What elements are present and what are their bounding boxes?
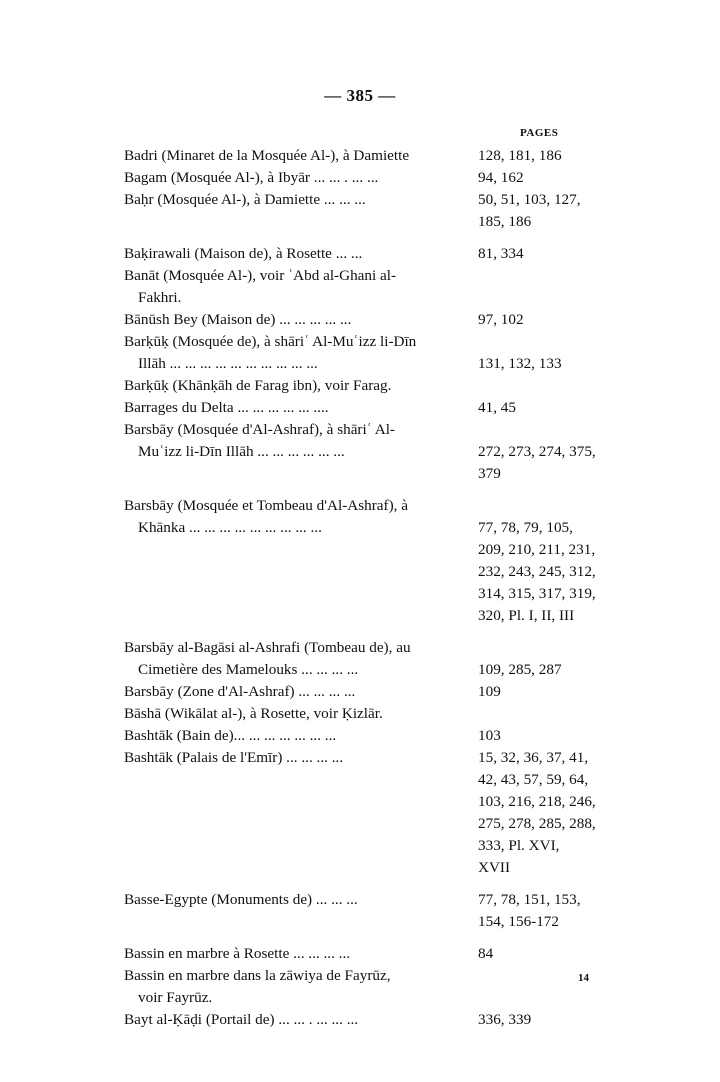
index-term bbox=[124, 331, 474, 375]
reference-line: XVII bbox=[478, 859, 511, 876]
term-line: Bāshā (Wikālat al-), à Rosette, voir Ḳizlār. bbox=[124, 705, 383, 722]
index-term bbox=[124, 495, 474, 627]
index-term bbox=[124, 1009, 474, 1031]
reference-line: 97, 102 bbox=[478, 311, 524, 328]
reference-line: 320, Pl. I, II, III bbox=[478, 607, 575, 624]
index-list bbox=[124, 145, 624, 1031]
reference-line: 275, 278, 285, 288, bbox=[478, 815, 596, 832]
term-line: Muʿizz li-Dīn Illāh ... ... ... ... ... ... bbox=[138, 443, 345, 460]
term-line: Bashtāk (Palais de l'Emīr) ... ... ... ... bbox=[124, 749, 344, 766]
term-line: Barḳūḳ (Khānḳāh de Farag ibn), voir Farag. bbox=[124, 377, 392, 394]
index-term bbox=[124, 943, 474, 965]
reference-line: 94, 162 bbox=[478, 169, 524, 186]
reference-line: 232, 243, 245, 312, bbox=[478, 563, 596, 580]
page-references bbox=[474, 747, 624, 879]
reference-line: 185, 186 bbox=[478, 213, 532, 230]
index-entry bbox=[124, 681, 624, 703]
term-line: Khānka ... ... ... ... ... ... ... ... ... bbox=[138, 519, 322, 536]
term-line: Basse-Egypte (Monuments de) ... ... ... bbox=[124, 891, 358, 908]
pages-column-header: PAGES bbox=[520, 127, 559, 139]
term-line: Banāt (Mosquée Al-), voir ʿAbd al-Ghani al- bbox=[124, 267, 397, 284]
index-entry bbox=[124, 703, 624, 725]
index-entry bbox=[124, 145, 624, 167]
page-references bbox=[474, 637, 624, 681]
term-line: Barsbāy (Zone d'Al-Ashraf) ... ... ... ... bbox=[124, 683, 356, 700]
index-entry bbox=[124, 375, 624, 397]
index-entry bbox=[124, 265, 624, 309]
page-references bbox=[474, 375, 624, 397]
page-references bbox=[474, 243, 624, 265]
index-entry bbox=[124, 965, 624, 1009]
reference-line: 103 bbox=[478, 727, 501, 744]
term-line: Baḳirawali (Maison de), à Rosette ... ... bbox=[124, 245, 363, 262]
page-references bbox=[474, 331, 624, 375]
index-term bbox=[124, 375, 474, 397]
page-references bbox=[474, 725, 624, 747]
page-references bbox=[474, 495, 624, 627]
page-references bbox=[474, 943, 624, 965]
reference-line: 154, 156-172 bbox=[478, 913, 559, 930]
index-entry bbox=[124, 889, 624, 933]
index-entry bbox=[124, 637, 624, 681]
index-entry bbox=[124, 725, 624, 747]
page-references bbox=[474, 419, 624, 485]
signature-mark: 14 bbox=[578, 972, 589, 984]
index-term bbox=[124, 889, 474, 933]
term-line: Barsbāy (Mosquée d'Al-Ashraf), à shāriʿ Al- bbox=[124, 421, 395, 438]
reference-line bbox=[478, 331, 624, 353]
page-references bbox=[474, 1009, 624, 1031]
reference-line: 333, Pl. XVI, bbox=[478, 837, 560, 854]
page-references bbox=[474, 145, 624, 167]
index-entry bbox=[124, 419, 624, 485]
index-entry bbox=[124, 243, 624, 265]
index-entry bbox=[124, 309, 624, 331]
term-line: voir Fayrūz. bbox=[138, 989, 213, 1006]
reference-line: 103, 216, 218, 246, bbox=[478, 793, 596, 810]
term-line: Baḥr (Mosquée Al-), à Damiette ... ... ... bbox=[124, 191, 366, 208]
page-number: — 385 — bbox=[324, 86, 396, 105]
reference-line: 109 bbox=[478, 683, 501, 700]
index-term bbox=[124, 747, 474, 879]
reference-line: 128, 181, 186 bbox=[478, 147, 562, 164]
index-entry bbox=[124, 1009, 624, 1031]
reference-line bbox=[478, 419, 624, 441]
index-entry bbox=[124, 189, 624, 233]
index-entry bbox=[124, 943, 624, 965]
index-term bbox=[124, 681, 474, 703]
index-term bbox=[124, 243, 474, 265]
term-line: Badri (Minaret de la Mosquée Al-), à Damiette bbox=[124, 147, 410, 164]
index-entry bbox=[124, 167, 624, 189]
page-references bbox=[474, 681, 624, 703]
index-term bbox=[124, 725, 474, 747]
page-references bbox=[474, 309, 624, 331]
index-term bbox=[124, 189, 474, 233]
reference-line: 81, 334 bbox=[478, 245, 524, 262]
index-entry bbox=[124, 495, 624, 627]
page-references bbox=[474, 965, 624, 1009]
index-term bbox=[124, 703, 474, 725]
reference-line: 84 bbox=[478, 945, 494, 962]
page-references bbox=[474, 189, 624, 233]
term-line: Bagam (Mosquée Al-), à Ibyār ... ... . ... ... bbox=[124, 169, 379, 186]
index-term bbox=[124, 309, 474, 331]
reference-line: 15, 32, 36, 37, 41, bbox=[478, 749, 589, 766]
page-references bbox=[474, 889, 624, 933]
page-references bbox=[474, 265, 624, 309]
reference-line: 77, 78, 79, 105, bbox=[478, 519, 573, 536]
index-term bbox=[124, 637, 474, 681]
index-entry bbox=[124, 747, 624, 879]
term-line: Bānūsh Bey (Maison de) ... ... ... ... ... bbox=[124, 311, 352, 328]
page-references bbox=[474, 167, 624, 189]
index-entry bbox=[124, 331, 624, 375]
term-line: Bassin en marbre à Rosette ... ... ... ... bbox=[124, 945, 351, 962]
index-entry bbox=[124, 397, 624, 419]
reference-line: 50, 51, 103, 127, bbox=[478, 191, 581, 208]
reference-line: 42, 43, 57, 59, 64, bbox=[478, 771, 589, 788]
reference-line: 336, 339 bbox=[478, 1011, 532, 1028]
index-term bbox=[124, 965, 474, 1009]
index-term bbox=[124, 167, 474, 189]
page-references bbox=[474, 397, 624, 419]
reference-line: 272, 273, 274, 375, bbox=[478, 443, 596, 460]
term-line: Cimetière des Mamelouks ... ... ... ... bbox=[138, 661, 359, 678]
term-line: Bassin en marbre dans la zāwiya de Fayrūz, bbox=[124, 967, 391, 984]
term-line: Bayt al-Ḳāḍi (Portail de) ... ... . ... ... ... bbox=[124, 1011, 359, 1028]
reference-line: 77, 78, 151, 153, bbox=[478, 891, 581, 908]
reference-line: 109, 285, 287 bbox=[478, 661, 562, 678]
term-line: Bashtāk (Bain de)... ... ... ... ... ... ... bbox=[124, 727, 337, 744]
index-term bbox=[124, 145, 474, 167]
term-line: Barḳūḳ (Mosquée de), à shāriʿ Al-Muʿizz li-Dīn bbox=[124, 333, 417, 350]
term-line: Barsbāy al-Bagāsi al-Ashrafi (Tombeau de), au bbox=[124, 639, 411, 656]
reference-line: 314, 315, 317, 319, bbox=[478, 585, 596, 602]
page-references bbox=[474, 703, 624, 725]
term-line: Barsbāy (Mosquée et Tombeau d'Al-Ashraf), à bbox=[124, 497, 408, 514]
index-term bbox=[124, 397, 474, 419]
term-line: Barrages du Delta ... ... ... ... ... .... bbox=[124, 399, 329, 416]
reference-line: 131, 132, 133 bbox=[478, 355, 562, 372]
reference-line: 209, 210, 211, 231, bbox=[478, 541, 596, 558]
term-line: Fakhri. bbox=[138, 289, 182, 306]
reference-line bbox=[478, 495, 624, 517]
index-term bbox=[124, 265, 474, 309]
index-term bbox=[124, 419, 474, 485]
reference-line: 379 bbox=[478, 465, 501, 482]
term-line: Illāh ... ... ... ... ... ... ... ... ... ... bbox=[138, 355, 318, 372]
reference-line bbox=[478, 637, 624, 659]
reference-line: 41, 45 bbox=[478, 399, 516, 416]
